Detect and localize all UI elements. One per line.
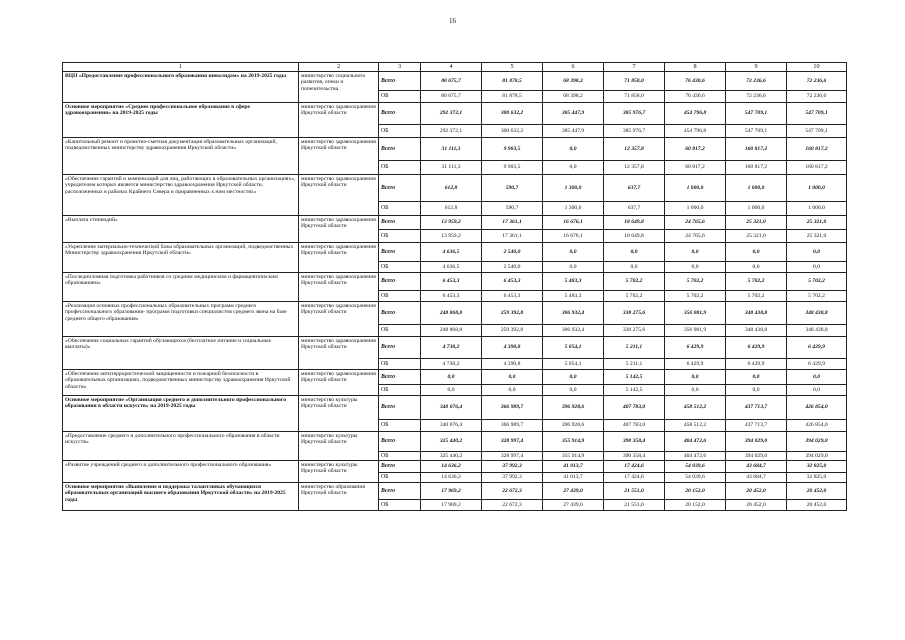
measure-name: ВЦП «Предоставление профессионального образования инвалидам» на 2019-2025 годы	[63, 72, 299, 103]
amount-cell: 6 429,9	[665, 359, 726, 370]
measure-name: «Предоставление среднего и дополнительного профессионального образования в области искусств»	[63, 432, 299, 461]
amount-cell: 25 321,0	[787, 216, 847, 230]
amount-cell: 13 959,2	[421, 216, 482, 230]
amount-cell: 385 976,7	[604, 125, 665, 138]
funding-type-ob: ОБ	[379, 291, 421, 302]
amount-cell: 437 713,7	[726, 420, 787, 432]
amount-cell: 1 000,0	[787, 202, 847, 216]
funding-type-total: Всего	[379, 483, 421, 500]
amount-cell: 68 398,2	[543, 91, 604, 103]
amount-cell: 160 817,2	[726, 138, 787, 161]
table-row	[63, 461, 847, 473]
amount-cell: 4 730,2	[421, 359, 482, 370]
funding-type-total: Всего	[379, 273, 421, 291]
amount-cell: 458 512,2	[665, 396, 726, 420]
responsible-org: министерство здравоохранения Иркутской области	[299, 138, 379, 175]
amount-cell: 37 992,3	[482, 461, 543, 473]
amount-cell: 590,7	[482, 175, 543, 202]
amount-cell: 6 429,9	[665, 337, 726, 359]
amount-cell: 0,0	[543, 161, 604, 175]
responsible-org: министерство здравоохранения Иркутской области	[299, 216, 379, 243]
amount-cell: 4 636,5	[421, 243, 482, 262]
amount-cell: 5 483,3	[543, 273, 604, 291]
amount-cell: 5 054,1	[543, 359, 604, 370]
responsible-org: министерство здравоохранения Иркутской области	[299, 243, 379, 273]
amount-cell: 0,0	[604, 243, 665, 262]
amount-cell: 60 817,2	[665, 138, 726, 161]
amount-cell: 71 858,0	[604, 91, 665, 103]
amount-cell: 325 440,2	[421, 432, 482, 452]
amount-cell: 394 029,0	[787, 452, 847, 461]
amount-cell: 25 321,0	[726, 230, 787, 243]
amount-cell: 31 111,3	[421, 161, 482, 175]
amount-cell: 6 429,9	[787, 337, 847, 359]
amount-cell: 16 676,1	[543, 230, 604, 243]
amount-cell: 17 361,1	[482, 216, 543, 230]
responsible-org: министерство образования Иркутской области	[299, 483, 379, 511]
amount-cell: 18 649,8	[604, 216, 665, 230]
amount-cell: 348 438,8	[787, 325, 847, 337]
table-row	[63, 396, 847, 420]
amount-cell: 292 372,1	[421, 103, 482, 125]
responsible-org: министерство здравоохранения Иркутской области	[299, 103, 379, 138]
amount-cell: 637,7	[604, 175, 665, 202]
amount-cell: 366 989,7	[482, 420, 543, 432]
amount-cell: 4 390,8	[482, 359, 543, 370]
amount-cell: 5 702,2	[665, 291, 726, 302]
measure-name: «Развитие учреждений среднего и дополнительного профессионального образования»	[63, 461, 299, 483]
amount-cell: 390 358,4	[604, 432, 665, 452]
amount-cell: 2 540,0	[482, 243, 543, 262]
amount-cell: 37 992,3	[482, 473, 543, 483]
amount-cell: 6 429,9	[726, 337, 787, 359]
amount-cell: 547 709,1	[726, 125, 787, 138]
measure-name: «Последипломная подготовка работников со средним медицинским и фармацевтическим образованием»	[63, 273, 299, 302]
amount-cell: 6 429,9	[726, 359, 787, 370]
amount-cell: 394 029,0	[787, 432, 847, 452]
amount-cell: 338 275,6	[604, 325, 665, 337]
amount-cell: 5 211,1	[604, 337, 665, 359]
funding-type-ob: ОБ	[379, 420, 421, 432]
amount-cell: 0,0	[726, 262, 787, 273]
amount-cell: 396 928,6	[543, 396, 604, 420]
amount-cell: 0,0	[787, 262, 847, 273]
funding-type-total: Всего	[379, 302, 421, 325]
amount-cell: 43 684,7	[726, 461, 787, 473]
table-row	[63, 432, 847, 452]
amount-cell: 1 000,0	[665, 202, 726, 216]
amount-cell: 340 076,4	[421, 396, 482, 420]
amount-cell: 76 430,6	[665, 72, 726, 91]
amount-cell: 0,0	[726, 370, 787, 385]
amount-cell: 5 483,3	[543, 291, 604, 302]
column-header: 2	[299, 63, 379, 72]
amount-cell: 12 357,8	[604, 138, 665, 161]
funding-type-total: Всего	[379, 337, 421, 359]
amount-cell: 248 868,8	[421, 302, 482, 325]
funding-type-total: Всего	[379, 138, 421, 161]
amount-cell: 81 878,5	[482, 91, 543, 103]
amount-cell: 292 372,1	[421, 125, 482, 138]
column-header: 10	[787, 63, 847, 72]
amount-cell: 0,0	[665, 262, 726, 273]
funding-type-total: Всего	[379, 103, 421, 125]
amount-cell: 5 702,2	[787, 273, 847, 291]
amount-cell: 24 765,6	[665, 230, 726, 243]
column-header: 6	[543, 63, 604, 72]
amount-cell: 407 783,0	[604, 396, 665, 420]
responsible-org: министерство культуры Иркутской области	[299, 432, 379, 461]
amount-cell: 72 236,6	[726, 72, 787, 91]
responsible-org: министерство культуры Иркутской области	[299, 396, 379, 432]
amount-cell: 328 997,4	[482, 432, 543, 452]
amount-cell: 5 702,2	[787, 291, 847, 302]
amount-cell: 20 452,0	[726, 500, 787, 511]
funding-type-ob: ОБ	[379, 452, 421, 461]
amount-cell: 637,7	[604, 202, 665, 216]
amount-cell: 0,0	[543, 262, 604, 273]
measure-name: Основное мероприятие «Выявление и поддержка талантливых обучающихся образовательных организаций высшего образования Иркутской области» на 2019-2025 годы	[63, 483, 299, 511]
amount-cell: 4 636,5	[421, 262, 482, 273]
amount-cell: 348 438,8	[726, 325, 787, 337]
amount-cell: 0,0	[726, 243, 787, 262]
amount-cell: 0,0	[543, 385, 604, 396]
measure-name: «Обеспечение социальных гарантий обучающихся (бесплатное питание и социальные выплаты)»	[63, 337, 299, 370]
table-row	[63, 302, 847, 325]
column-header: 7	[604, 63, 665, 72]
funding-type-total: Всего	[379, 396, 421, 420]
amount-cell: 0,0	[726, 385, 787, 396]
funding-type-ob: ОБ	[379, 161, 421, 175]
amount-cell: 21 551,0	[604, 483, 665, 500]
measure-name: «Обеспечение гарантий и компенсаций для лиц, работающих в образовательных организациях», учредителем которых является министерство здравоохранения Иркутской области, расположенных в районах Крайнего Севера и приравненных к ним местностях»	[63, 175, 299, 216]
amount-cell: 612,8	[421, 175, 482, 202]
amount-cell: 612,8	[421, 202, 482, 216]
funding-type-ob: ОБ	[379, 91, 421, 103]
amount-cell: 340 076,4	[421, 420, 482, 432]
funding-type-ob: ОБ	[379, 473, 421, 483]
column-header: 9	[726, 63, 787, 72]
amount-cell: 0,0	[482, 370, 543, 385]
amount-cell: 72 236,6	[787, 72, 847, 91]
funding-type-ob: ОБ	[379, 359, 421, 370]
amount-cell: 80 675,7	[421, 91, 482, 103]
amount-cell: 404 472,6	[665, 432, 726, 452]
amount-cell: 32 825,0	[787, 461, 847, 473]
amount-cell: 76 430,6	[665, 91, 726, 103]
amount-cell: 0,0	[421, 370, 482, 385]
table-row	[63, 72, 847, 91]
amount-cell: 24 765,6	[665, 216, 726, 230]
amount-cell: 306 932,4	[543, 302, 604, 325]
responsible-org: министерство здравоохранения Иркутской области	[299, 302, 379, 337]
amount-cell: 5 142,5	[604, 370, 665, 385]
amount-cell: 385 447,9	[543, 103, 604, 125]
amount-cell: 385 447,9	[543, 125, 604, 138]
amount-cell: 17 969,2	[421, 483, 482, 500]
amount-cell: 437 713,7	[726, 396, 787, 420]
amount-cell: 0,0	[543, 370, 604, 385]
amount-cell: 1 300,0	[543, 202, 604, 216]
amount-cell: 547 709,1	[787, 125, 847, 138]
amount-cell: 72 236,6	[787, 91, 847, 103]
amount-cell: 366 989,7	[482, 396, 543, 420]
funding-type-total: Всего	[379, 432, 421, 452]
amount-cell: 348 438,8	[726, 302, 787, 325]
funding-type-ob: ОБ	[379, 500, 421, 511]
table-row	[63, 337, 847, 359]
amount-cell: 385 976,7	[604, 103, 665, 125]
responsible-org: министерство здравоохранения Иркутской области	[299, 337, 379, 370]
amount-cell: 426 854,0	[787, 396, 847, 420]
amount-cell: 54 039,6	[665, 461, 726, 473]
amount-cell: 17 361,1	[482, 230, 543, 243]
amount-cell: 396 928,6	[543, 420, 604, 432]
amount-cell: 54 039,6	[665, 473, 726, 483]
table-row	[63, 273, 847, 291]
funding-type-total: Всего	[379, 370, 421, 385]
amount-cell: 72 236,6	[726, 91, 787, 103]
amount-cell: 43 684,7	[726, 473, 787, 483]
amount-cell: 338 275,6	[604, 302, 665, 325]
amount-cell: 6 453,3	[482, 291, 543, 302]
amount-cell: 355 914,9	[543, 452, 604, 461]
amount-cell: 68 398,2	[543, 72, 604, 91]
amount-cell: 259 392,8	[482, 302, 543, 325]
amount-cell: 325 440,2	[421, 452, 482, 461]
amount-cell: 5 142,5	[604, 385, 665, 396]
responsible-org: министерство культуры Иркутской области	[299, 461, 379, 483]
amount-cell: 300 632,2	[482, 125, 543, 138]
amount-cell: 300 632,2	[482, 103, 543, 125]
amount-cell: 160 817,2	[787, 138, 847, 161]
amount-cell: 27 439,0	[543, 483, 604, 500]
amount-cell: 20 452,0	[787, 483, 847, 500]
amount-cell: 9 903,5	[482, 138, 543, 161]
table-row	[63, 483, 847, 500]
measure-name: «Выплата стипендий»	[63, 216, 299, 243]
amount-cell: 1 300,0	[543, 175, 604, 202]
funding-type-total: Всего	[379, 175, 421, 202]
amount-cell: 0,0	[543, 138, 604, 161]
amount-cell: 1 000,0	[726, 202, 787, 216]
amount-cell: 71 858,0	[604, 72, 665, 91]
amount-cell: 0,0	[543, 243, 604, 262]
measure-name: «Реализация основных профессиональных образовательных программ среднего профессионального образования- программ подготовки специалистов среднего звена на базе среднего общего образования»	[63, 302, 299, 337]
amount-cell: 4 730,2	[421, 337, 482, 359]
amount-cell: 0,0	[787, 243, 847, 262]
amount-cell: 328 997,4	[482, 452, 543, 461]
amount-cell: 390 358,4	[604, 452, 665, 461]
measure-name: Основное мероприятие «Среднее профессиональное образование в сфере здравоохранения» на 2019-2025 годы	[63, 103, 299, 138]
amount-cell: 18 649,8	[604, 230, 665, 243]
table-row	[63, 243, 847, 262]
amount-cell: 4 390,8	[482, 337, 543, 359]
amount-cell: 0,0	[787, 385, 847, 396]
amount-cell: 81 878,5	[482, 72, 543, 91]
amount-cell: 0,0	[604, 262, 665, 273]
amount-cell: 20 452,0	[726, 483, 787, 500]
amount-cell: 6 429,9	[787, 359, 847, 370]
funding-type-total: Всего	[379, 216, 421, 230]
amount-cell: 0,0	[665, 243, 726, 262]
table-row	[63, 216, 847, 230]
amount-cell: 547 709,1	[787, 103, 847, 125]
amount-cell: 21 551,0	[604, 500, 665, 511]
measure-name: «Капитальный ремонт и проектно-сметная документация образовательных организаций, подведомственных министерству здравоохранения Иркутской области»	[63, 138, 299, 175]
amount-cell: 547 709,1	[726, 103, 787, 125]
amount-cell: 404 472,6	[665, 452, 726, 461]
amount-cell: 458 512,2	[665, 420, 726, 432]
amount-cell: 356 081,9	[665, 302, 726, 325]
funding-type-total: Всего	[379, 72, 421, 91]
amount-cell: 356 081,9	[665, 325, 726, 337]
amount-cell: 22 672,3	[482, 500, 543, 511]
amount-cell: 0,0	[787, 370, 847, 385]
amount-cell: 394 029,0	[726, 432, 787, 452]
amount-cell: 5 702,2	[665, 273, 726, 291]
table-row	[63, 138, 847, 161]
amount-cell: 6 453,3	[421, 273, 482, 291]
amount-cell: 17 969,2	[421, 500, 482, 511]
amount-cell: 20 452,0	[787, 500, 847, 511]
amount-cell: 20 152,0	[665, 483, 726, 500]
funding-type-ob: ОБ	[379, 125, 421, 138]
budget-table	[62, 62, 847, 511]
amount-cell: 1 000,0	[726, 175, 787, 202]
funding-type-ob: ОБ	[379, 325, 421, 337]
amount-cell: 16 676,1	[543, 216, 604, 230]
amount-cell: 426 854,0	[787, 420, 847, 432]
amount-cell: 5 054,1	[543, 337, 604, 359]
amount-cell: 259 392,8	[482, 325, 543, 337]
amount-cell: 248 868,8	[421, 325, 482, 337]
funding-type-ob: ОБ	[379, 262, 421, 273]
amount-cell: 348 438,8	[787, 302, 847, 325]
table-row	[63, 370, 847, 385]
measure-name: «Укрепление материально-технической базы образовательных организаций, подведомственных Министерству здравоохранения Иркутской области»	[63, 243, 299, 273]
responsible-org: министерство здравоохранения Иркутской области	[299, 370, 379, 396]
amount-cell: 0,0	[665, 370, 726, 385]
funding-type-total: Всего	[379, 243, 421, 262]
funding-type-ob: ОБ	[379, 202, 421, 216]
amount-cell: 160 817,2	[787, 161, 847, 175]
column-number-row	[63, 63, 847, 72]
amount-cell: 14 636,2	[421, 461, 482, 473]
responsible-org: министерство социального развития, опеки и попечительства	[299, 72, 379, 103]
amount-cell: 454 796,8	[665, 103, 726, 125]
amount-cell: 9 903,5	[482, 161, 543, 175]
amount-cell: 41 013,7	[543, 461, 604, 473]
amount-cell: 394 029,0	[726, 452, 787, 461]
amount-cell: 5 211,1	[604, 359, 665, 370]
amount-cell: 407 783,0	[604, 420, 665, 432]
responsible-org: министерство здравоохранения Иркутской области	[299, 175, 379, 216]
amount-cell: 1 000,0	[787, 175, 847, 202]
amount-cell: 0,0	[421, 385, 482, 396]
amount-cell: 80 675,7	[421, 72, 482, 91]
amount-cell: 0,0	[482, 385, 543, 396]
amount-cell: 2 540,0	[482, 262, 543, 273]
table-row	[63, 175, 847, 202]
amount-cell: 60 817,2	[665, 161, 726, 175]
amount-cell: 5 702,2	[726, 273, 787, 291]
amount-cell: 27 439,0	[543, 500, 604, 511]
amount-cell: 22 672,3	[482, 483, 543, 500]
column-header: 8	[665, 63, 726, 72]
amount-cell: 306 932,4	[543, 325, 604, 337]
amount-cell: 6 453,3	[482, 273, 543, 291]
amount-cell: 355 914,9	[543, 432, 604, 452]
amount-cell: 31 111,3	[421, 138, 482, 161]
page-number: 16	[449, 17, 456, 25]
table-row	[63, 103, 847, 125]
column-header: 4	[421, 63, 482, 72]
funding-type-ob: ОБ	[379, 230, 421, 243]
column-header: 1	[63, 63, 299, 72]
amount-cell: 5 702,2	[604, 291, 665, 302]
amount-cell: 6 453,3	[421, 291, 482, 302]
amount-cell: 454 796,8	[665, 125, 726, 138]
amount-cell: 17 424,6	[604, 473, 665, 483]
amount-cell: 0,0	[665, 385, 726, 396]
amount-cell: 5 702,2	[604, 273, 665, 291]
amount-cell: 25 321,0	[726, 216, 787, 230]
amount-cell: 20 152,0	[665, 500, 726, 511]
amount-cell: 25 321,0	[787, 230, 847, 243]
column-header: 5	[482, 63, 543, 72]
amount-cell: 590,7	[482, 202, 543, 216]
measure-name: Основное мероприятие «Организация среднего и дополнительного профессионального образования в области искусств» на 2019-2025 годы	[63, 396, 299, 432]
amount-cell: 13 959,2	[421, 230, 482, 243]
amount-cell: 12 357,8	[604, 161, 665, 175]
measure-name: «Обеспечение антитеррористической защищенности и пожарной безопасности в образовательных организациях, подведомственных министерству здравоохранения Иркутской области»	[63, 370, 299, 396]
funding-type-ob: ОБ	[379, 385, 421, 396]
amount-cell: 1 000,0	[665, 175, 726, 202]
funding-type-total: Всего	[379, 461, 421, 473]
amount-cell: 41 013,7	[543, 473, 604, 483]
amount-cell: 32 825,0	[787, 473, 847, 483]
amount-cell: 5 702,2	[726, 291, 787, 302]
column-header: 3	[379, 63, 421, 72]
amount-cell: 160 817,2	[726, 161, 787, 175]
responsible-org: министерство здравоохранения Иркутской области	[299, 273, 379, 302]
amount-cell: 14 636,2	[421, 473, 482, 483]
amount-cell: 17 424,6	[604, 461, 665, 473]
